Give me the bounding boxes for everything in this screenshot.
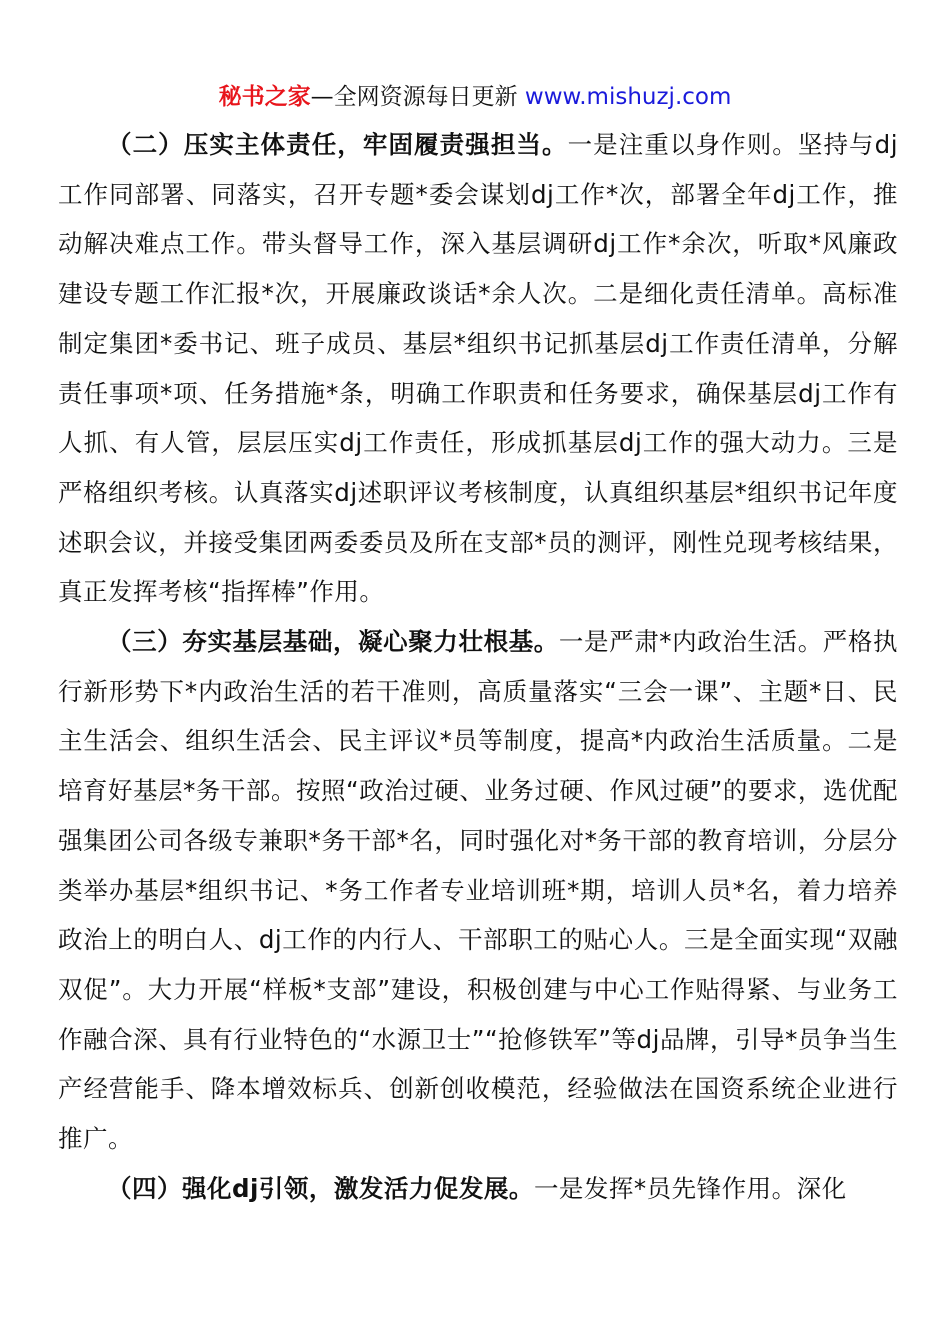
site-header: [0, 81, 950, 113]
paragraph-section-4: [58, 1164, 898, 1214]
document-body: [58, 120, 898, 1213]
section-heading: （二）压实主体责任，牢固履责强担当。: [107, 130, 568, 159]
section-text: 一是严肃*内政治生活。严格执行新形势下*内政治生活的若干准则，高质量落实“三会一课”、主题*日、民主生活会、组织生活会、民主评议*员等制度，提高*内政治生活质量。二是培育好基层*务干部。按照“政治过硬、业务过硬、作风过硬”的要求，选优配强集团公司各级专兼职*务干部*名，同时强化对*务干部的教育培训，分层分类举办基层*组织书记、*务工作者专业培训班*期，培训人员*名，着力培养政治上的明白人、dj工作的内行人、干部职工的贴心人。三是全面实现“双融双促”。大力开展“样板*支部”建设，积极创建与中心工作贴得紧、与业务工作融合深、具有行业特色的“水源卫士”“抢修铁军”等dj品牌，引导*员争当生产经营能手、降本增效标兵、创新创收模范，经验做法在国资系统企业进行推广。: [58, 627, 899, 1154]
site-tagline: —全网资源每日更新: [310, 84, 525, 110]
section-text: 一是注重以身作则。坚持与dj工作同部署、同落实，召开专题*委会谋划dj工作*次，部署全年dj工作，推动解决难点工作。带头督导工作，深入基层调研dj工作*余次，听取*风廉政建设专题工作汇报*次，开展廉政谈话*余人次。二是细化责任清单。高标准制定集团*委书记、班子成员、基层*组织书记抓基层dj工作责任清单，分解责任事项*项、任务措施*条，明确工作职责和任务要求，确保基层dj工作有人抓、有人管，层层压实dj工作责任，形成抓基层dj工作的强大动力。三是严格组织考核。认真落实dj述职评议考核制度，认真组织基层*组织书记年度述职会议，并接受集团两委委员及所在支部*员的测评，刚性兑现考核结果，真正发挥考核“指挥棒”作用。: [58, 130, 899, 607]
site-brand: 秘书之家: [218, 84, 311, 110]
section-text: 一是发挥*员先锋作用。深化: [533, 1173, 847, 1203]
paragraph-section-3: [58, 617, 898, 1164]
section-heading: （四）强化dj引领，激发活力促发展。: [107, 1173, 534, 1203]
paragraph-section-2: [58, 120, 898, 617]
section-heading: （三）夯实基层基础，凝心聚力壮根基。: [107, 627, 559, 657]
site-url-link[interactable]: www.mishuzj.com: [524, 84, 732, 110]
